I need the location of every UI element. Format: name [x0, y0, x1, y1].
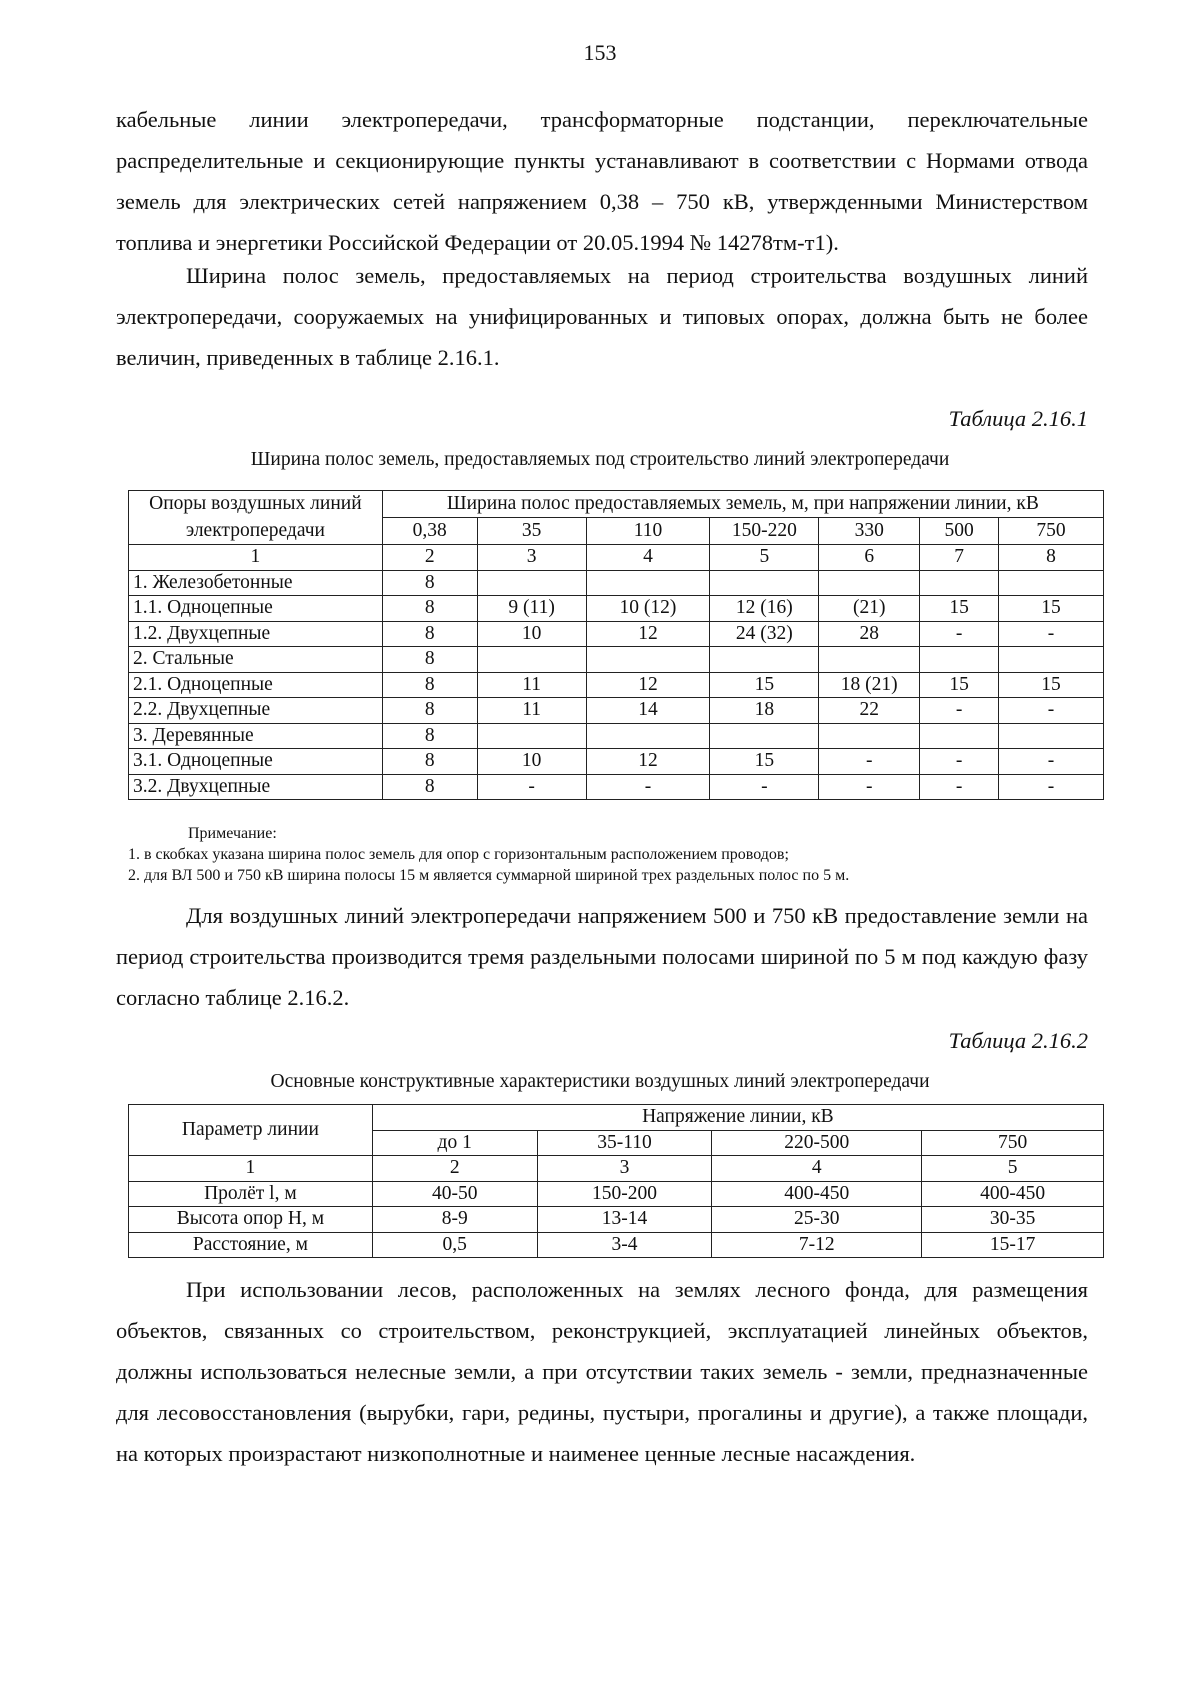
value-cell: 8 [382, 723, 477, 749]
line-characteristics-table [128, 1104, 1104, 1258]
row-label-cell: 1. Железобетонные [129, 570, 383, 596]
value-cell [710, 647, 819, 673]
value-cell: 10 [477, 749, 586, 775]
row-label-cell: 2.1. Одноцепные [129, 672, 383, 698]
paragraph-4: При использовании лесов, расположенных на землях лесного фонда, для размещения объектов, связанных со строительством, реконструкцией, эксплуатацией линейных объектов, должны использоваться нелесные земли, а при отсутствии таких земель - земли, предназначенные для лесовосстановления (вырубки, гари, редины, пустыри, прогалины и другие), а также площади, на которых произрастают низкополнотные и наименее ценные лесные насаждения. [116, 1277, 1088, 1466]
value-cell: 150-200 [537, 1181, 712, 1207]
value-cell [586, 723, 710, 749]
voltage-header-cell: 0,38 [382, 518, 477, 545]
value-cell: - [477, 774, 586, 800]
row-label-cell: 3.1. Одноцепные [129, 749, 383, 775]
value-cell: - [920, 698, 999, 724]
row-label-cell: 3.2. Двухцепные [129, 774, 383, 800]
value-cell: 15 [710, 749, 819, 775]
value-cell: - [819, 774, 920, 800]
value-cell [710, 570, 819, 596]
paragraph-1: кабельные линии электропередачи, трансформаторные подстанции, переключательные распределительные и секционирующие пункты устанавливают в соответствии с Нормами отвода земель для электрических сетей напряжением 0,38 – 750 кВ, утвержденными Министерством топлива и энергетики Российской Федерации от 20.05.1994 № 14278тм-т1). [116, 107, 1088, 255]
row-label-cell: Пролёт l, м [129, 1181, 373, 1207]
voltage-header-cell: 750 [922, 1130, 1104, 1156]
table-row [129, 723, 1104, 749]
value-cell [999, 570, 1104, 596]
land-strip-width-table [128, 490, 1104, 800]
value-cell: 8-9 [372, 1207, 537, 1233]
voltage-header-cell: 330 [819, 518, 920, 545]
value-cell: 12 [586, 672, 710, 698]
value-cell: 15 [999, 672, 1104, 698]
value-cell: - [586, 774, 710, 800]
table-row [129, 1181, 1104, 1207]
value-cell: 8 [382, 774, 477, 800]
column-number-cell: 1 [129, 545, 383, 571]
header-width-group: Ширина полос предоставляемых земель, м, при напряжении линии, кВ [382, 491, 1103, 518]
value-cell: - [999, 698, 1104, 724]
value-cell: 10 (12) [586, 596, 710, 622]
value-cell: 15 [710, 672, 819, 698]
value-cell: 8 [382, 570, 477, 596]
table-1-note-1: 1. в скобках указана ширина полос земель для опор с горизонтальным расположением проводов; [128, 846, 789, 863]
value-cell: (21) [819, 596, 920, 622]
column-number-cell: 7 [920, 545, 999, 571]
row-label-cell: Расстояние, м [129, 1232, 373, 1258]
value-cell [586, 570, 710, 596]
value-cell: 8 [382, 698, 477, 724]
column-number-cell: 4 [586, 545, 710, 571]
header-supports-label: Опоры воздушных линий электропередачи [129, 491, 383, 545]
voltage-header-cell: 220-500 [712, 1130, 922, 1156]
value-cell: 3-4 [537, 1232, 712, 1258]
table-row [129, 621, 1104, 647]
value-cell [819, 647, 920, 673]
table-2-caption: Таблица 2.16.2 [948, 1028, 1088, 1053]
table-row [129, 698, 1104, 724]
value-cell: - [710, 774, 819, 800]
row-label-cell: 2. Стальные [129, 647, 383, 673]
column-number-cell: 5 [710, 545, 819, 571]
value-cell: 12 [586, 621, 710, 647]
value-cell [477, 570, 586, 596]
value-cell: 12 [586, 749, 710, 775]
paragraph-2: Ширина полос земель, предоставляемых на период строительства воздушных линий электропередачи, сооружаемых на унифицированных и типовых опорах, должна быть не более величин, приведенных в таблице 2.16.1. [116, 263, 1088, 370]
value-cell: 15 [920, 596, 999, 622]
value-cell: 28 [819, 621, 920, 647]
value-cell: - [999, 749, 1104, 775]
table-1-caption: Таблица 2.16.1 [948, 406, 1088, 431]
row-label-cell: Высота опор Н, м [129, 1207, 373, 1233]
table-row [129, 672, 1104, 698]
table-row [129, 647, 1104, 673]
voltage-header-cell: 150-220 [710, 518, 819, 545]
value-cell: 400-450 [922, 1181, 1104, 1207]
header-parameter-label: Параметр линии [129, 1105, 373, 1156]
value-cell [920, 723, 999, 749]
table-row [129, 774, 1104, 800]
voltage-header-cell: 35 [477, 518, 586, 545]
table-row [129, 1207, 1104, 1233]
value-cell [920, 647, 999, 673]
table-row [129, 1232, 1104, 1258]
value-cell: 8 [382, 672, 477, 698]
value-cell [477, 723, 586, 749]
value-cell: 40-50 [372, 1181, 537, 1207]
value-cell: - [920, 749, 999, 775]
value-cell: 15-17 [922, 1232, 1104, 1258]
column-number-cell: 4 [712, 1156, 922, 1182]
value-cell: - [920, 774, 999, 800]
value-cell [999, 647, 1104, 673]
value-cell: 8 [382, 596, 477, 622]
value-cell: 24 (32) [710, 621, 819, 647]
value-cell [586, 647, 710, 673]
column-number-cell: 2 [382, 545, 477, 571]
value-cell: - [999, 621, 1104, 647]
row-label-cell: 1.2. Двухцепные [129, 621, 383, 647]
voltage-header-cell: 500 [920, 518, 999, 545]
value-cell: 9 (11) [477, 596, 586, 622]
voltage-header-cell: до 1 [372, 1130, 537, 1156]
table-1-note-title: Примечание: [188, 825, 277, 842]
value-cell [920, 570, 999, 596]
page-number: 153 [583, 40, 617, 65]
value-cell: 22 [819, 698, 920, 724]
row-label-cell: 1.1. Одноцепные [129, 596, 383, 622]
value-cell: 11 [477, 672, 586, 698]
paragraph-3: Для воздушных линий электропередачи напряжением 500 и 750 кВ предоставление земли на период строительства производится тремя раздельными полосами шириной по 5 м под каждую фазу согласно таблице 2.16.2. [116, 903, 1088, 1010]
column-number-cell: 6 [819, 545, 920, 571]
column-number-cell: 8 [999, 545, 1104, 571]
value-cell: 11 [477, 698, 586, 724]
value-cell: 400-450 [712, 1181, 922, 1207]
value-cell: 30-35 [922, 1207, 1104, 1233]
column-number-cell: 2 [372, 1156, 537, 1182]
value-cell: 15 [999, 596, 1104, 622]
value-cell: 25-30 [712, 1207, 922, 1233]
value-cell: - [920, 621, 999, 647]
value-cell: 8 [382, 647, 477, 673]
value-cell: 7-12 [712, 1232, 922, 1258]
value-cell: 10 [477, 621, 586, 647]
column-number-cell: 1 [129, 1156, 373, 1182]
row-label-cell: 2.2. Двухцепные [129, 698, 383, 724]
value-cell [999, 723, 1104, 749]
table-1-title: Ширина полос земель, предоставляемых под строительство линий электропередачи [250, 449, 950, 470]
table-row [129, 749, 1104, 775]
value-cell [819, 570, 920, 596]
value-cell: 18 [710, 698, 819, 724]
column-number-cell: 3 [477, 545, 586, 571]
value-cell: - [819, 749, 920, 775]
row-label-cell: 3. Деревянные [129, 723, 383, 749]
table-2-title: Основные конструктивные характеристики воздушных линий электропередачи [270, 1071, 930, 1092]
value-cell: 12 (16) [710, 596, 819, 622]
column-number-cell: 5 [922, 1156, 1104, 1182]
value-cell: 8 [382, 749, 477, 775]
value-cell [477, 647, 586, 673]
value-cell: 0,5 [372, 1232, 537, 1258]
table-row [129, 596, 1104, 622]
table-row [129, 570, 1104, 596]
value-cell [819, 723, 920, 749]
value-cell: 13-14 [537, 1207, 712, 1233]
value-cell: - [999, 774, 1104, 800]
value-cell [710, 723, 819, 749]
value-cell: 8 [382, 621, 477, 647]
header-voltage-group: Напряжение линии, кВ [372, 1105, 1103, 1131]
voltage-header-cell: 35-110 [537, 1130, 712, 1156]
voltage-header-cell: 750 [999, 518, 1104, 545]
table-1-note-2: 2. для ВЛ 500 и 750 кВ ширина полосы 15 м является суммарной шириной трех раздельных полос по 5 м. [128, 867, 850, 884]
value-cell: 15 [920, 672, 999, 698]
value-cell: 14 [586, 698, 710, 724]
voltage-header-cell: 110 [586, 518, 710, 545]
value-cell: 18 (21) [819, 672, 920, 698]
column-number-cell: 3 [537, 1156, 712, 1182]
